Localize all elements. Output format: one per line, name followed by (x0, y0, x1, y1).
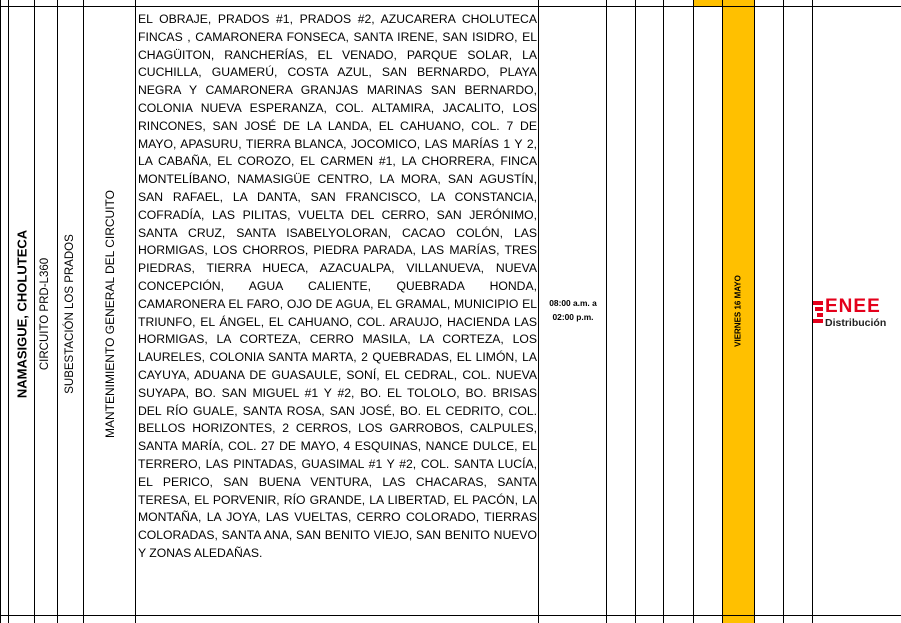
grid-line (538, 0, 539, 623)
substation-cell: SUBESTACIÓN LOS PRADOS (64, 234, 76, 394)
work-description-cell: MANTENIMIENTO GENERAL DEL CIRCUITO (103, 189, 117, 439)
logo-subtitle: Distribución (825, 317, 887, 329)
affected-areas-cell: EL OBRAJE, PRADOS #1, PRADOS #2, AZUCARERA CHOLUTECA FINCAS , CAMARONERA FONSECA, SANTA IRENE, SAN ISIDRO, EL CHAGÜITON, RANCHERÍAS, EL VENADO, PARQUE SOLAR, LA CUCHILLA, GUAMERÚ, COSTA AZUL, SAN BERNARDO, PLAYA NEGRA Y CAMARONERA GRANJAS MARINAS SAN BERNARDO, COLONIA NUEVA ESPERANZA, COL. ALTAMIRA, JACALITO, LOS RINCONES, SAN JOSÉ DE LA LANDA, EL CAHUANO, COL. 7 DE MAYO, APASURU, TIERRA BLANCA, JOCOMICO, LAS MARÍAS 1 Y 2, LA CABAÑA, EL COROZO, EL CARMEN #1, LA CHORRERA, FINCA MONTELÍBANO, NAMASIGÜE CENTRO, LA MORA, SAN AGUSTÍN, SAN RAFAEL, LA DANTA, SAN FRANCISCO, LA CONSTANCIA, COFRADÍA, LAS PILITAS, VUELTA DEL CERRO, SAN JERÓNIMO, SANTA CRUZ, SANTA ISABELYOLORAN, CACAO COLÓN, LAS HORMIGAS, LOS CHORROS, PIEDRA PARADA, LAS MARÍAS, TRES PIEDRAS, TIERRA HUECA, AZACUALPA, VILLANUEVA, NUEVA CONCEPCIÓN, AGUA CALIENTE, QUEBRADA HONDA, CAMARONERA EL FARO, OJO DE AGUA, EL GRAMAL, MUNICIPIO EL TRIUNFO, EL ÁNGEL, EL CAHUANO, COL. ARAUJO, HACIENDA LAS HORMIGAS, LA CORTEZA, CERRO MASILA, LA CORTEZA, LOS LAURELES, COLONIA SANTA MARTA, 2 QUEBRADAS, EL LIMÓN, LA CAYUYA, ADUANA DE GUASAULE, SONÍ, EL CEDRAL, COL. NUEVA SUYAPA, BO. SAN MIGUEL #1 Y #2, BO. EL TOLOLO, BO. BRISAS DEL RÍO GUALE, SANTA ROSA, SAN JOSÉ, BO. EL CEDRITO, COL. BELLOS HORIZONTES, 2 CERROS, LOS GARROBOS, CALPULES, SANTA MARÍA, COL. 27 DE MAYO, 4 ESQUINAS, NANCE DULCE, EL TERRERO, LAS PINTADAS, GUASIMAL #1 Y #2, COL. SANTA LUCÍA, EL PERICO, SAN BUENA VENTURA, LAS CHACARAS, SANTA TERESA, EL PORVENIR, RÍO GRANDE, LA LIBERTAD, EL PACÓN, LA MONTAÑA, LA JOYA, LAS VUELTAS, CERRO COLORADO, TIERRAS COLORADAS, SANTA ANA, SAN BENITO VIEJO, SAN BENITO NUEVO Y ZONAS ALEDAÑAS. (138, 12, 537, 560)
grid-line (783, 0, 784, 623)
schedule-time-cell (540, 296, 606, 324)
grid-line (693, 0, 694, 623)
enee-logo (813, 296, 901, 329)
location-cell: NAMASIGUE, CHOLUTECA (14, 229, 30, 399)
grid-line (34, 0, 35, 623)
grid-line (722, 0, 723, 623)
grid-line (635, 0, 636, 623)
grid-line (0, 0, 1, 623)
grid-line (606, 0, 607, 623)
logo-mark-icon (813, 301, 823, 325)
grid-line (754, 0, 755, 623)
grid-line (83, 0, 84, 623)
day-cell: VIERNES 16 MAYO (733, 275, 743, 347)
time-end: 02:00 p.m. (552, 312, 594, 322)
grid-line (135, 0, 136, 623)
grid-line (663, 0, 664, 623)
logo-wordmark: ENEE (825, 296, 881, 317)
grid-line (57, 0, 58, 623)
circuit-cell: CIRCUITO PRD-L360 (39, 257, 51, 371)
grid-line (8, 0, 9, 623)
time-start: 08:00 a.m. a (549, 298, 597, 308)
